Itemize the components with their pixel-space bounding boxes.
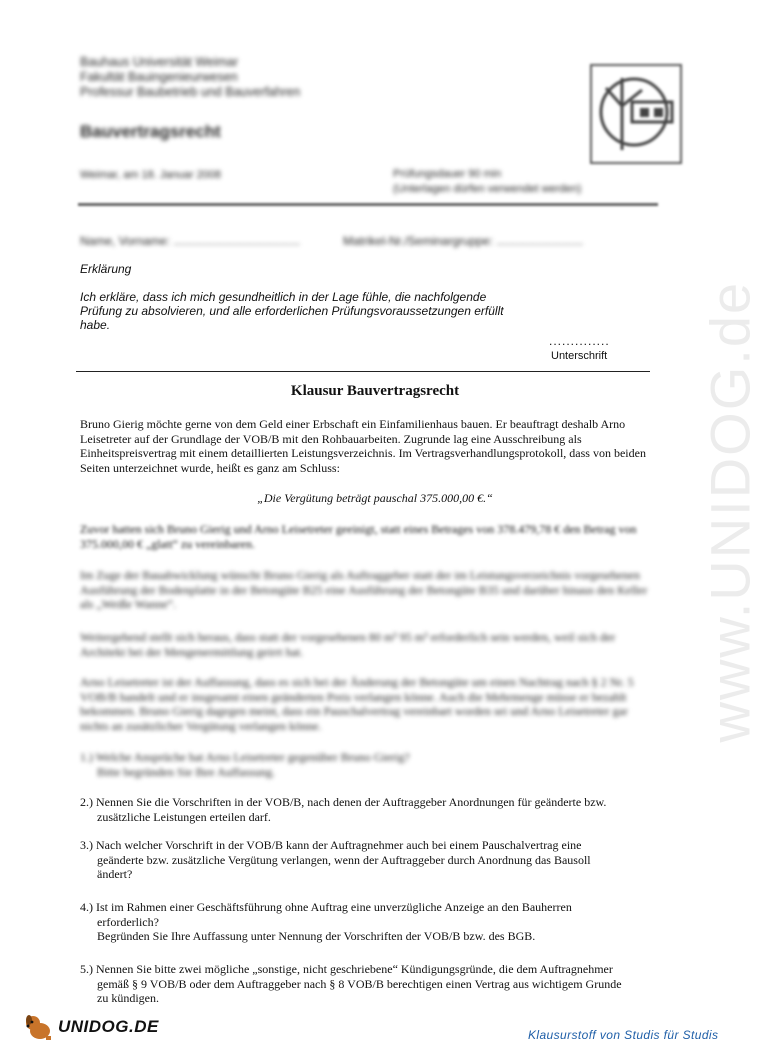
question-subtext: Bitte begründen Sie Ihre Auffassung. xyxy=(97,764,276,779)
unidog-logo[interactable] xyxy=(24,1012,159,1042)
header-divider xyxy=(78,203,658,206)
header-institution xyxy=(80,55,300,100)
paragraph-weitergehend: Weitergehend stellt sich heraus, dass statt der vorgesehenen 80 m³ 95 m³ erforderlich sein werden, weil sich der Architekt bei der Mengenermittlung geirrt hat. xyxy=(80,630,616,659)
declaration-heading: Erklärung xyxy=(80,262,132,276)
university-logo xyxy=(590,64,682,164)
question-text: 4.) Ist im Rahmen einer Geschäftsführung ohne Auftrag eine unverzügliche Anzeige an den Bauherren xyxy=(80,900,572,914)
question-text: 2.) Nennen Sie die Vorschriften in der VOB/B, nach denen der Auftraggeber Anordnungen für geänderte bzw. xyxy=(80,795,607,809)
question-subtext: ändert? xyxy=(97,867,133,881)
question-4 xyxy=(80,900,652,944)
duration-line: (Unterlagen dürfen verwendet werden) xyxy=(393,183,582,195)
question-5 xyxy=(80,962,652,1006)
institution-line: Fakultät Bauingenieurwesen xyxy=(80,70,238,84)
institution-line: Professur Baubetrieb und Bauverfahren xyxy=(80,85,301,99)
header-date: Weimar, am 18. Januar 2008 xyxy=(80,169,222,181)
paragraph-leisetreter: Arno Leisetreter ist der Auffassung, dass es sich bei der Änderung der Betongüte um einen Nachtrag nach § 2 Nr. 5 VOB/B handelt und er insgesamt einen geänderten Preis verlangen könne. Auch die Mehrmenge müsse er bezahlt bekommen. Bruno Gierig dagegen meint, dass ein Pauschalvertrag vereinbart worden sei und Arno Leisetreter gar nichts an zusätzlicher Vergütung verlangen könne. xyxy=(80,675,634,733)
exam-title: Klausur Bauvertragsrecht xyxy=(290,383,460,399)
header-title: Bauvertragsrecht xyxy=(80,122,221,141)
declaration-divider xyxy=(76,371,650,372)
question-subtext: zusätzliche Leistungen erteilen darf. xyxy=(97,809,271,824)
contract-quote: „Die Vergütung beträgt pauschal 375.000,00 €.“ xyxy=(257,491,493,505)
paragraph-bauabwicklung: Im Zuge der Bauabwicklung wünscht Bruno Gierig als Auftraggeber statt der im Leistungsverzeichnis vorgesehenen Ausführung der Bodenplatte in der Betongüte B25 eine Ausführung der Betongüte B35 und darüber hinaus den Keller als „Weiße Wanne“. xyxy=(80,568,648,611)
university-logo-icon xyxy=(592,66,680,162)
question-subtext: erforderlich? xyxy=(97,914,159,929)
question-text: 3.) Nach welcher Vorschrift in der VOB/B kann der Auftragnehmer auch bei einem Pauschalvertrag eine xyxy=(80,838,582,852)
question-3 xyxy=(80,838,652,882)
question-1 xyxy=(80,750,652,779)
signature-label: Unterschrift xyxy=(551,350,608,362)
header-duration xyxy=(393,167,581,197)
signature-dots: .............. xyxy=(549,334,610,348)
name-field-label: Name, Vorname: ...................................... xyxy=(80,234,301,248)
question-text: 1.) Welche Ansprüche hat Arno Leisetreter gegenüber Bruno Gierig? xyxy=(80,750,410,764)
question-text: 5.) Nennen Sie bitte zwei mögliche „sonstige, nicht geschriebene“ Kündigungsgründe, die dem Auftragnehmer xyxy=(80,962,613,976)
duration-line: Prüfungsdauer 90 min xyxy=(393,168,502,180)
question-subtext: Begründen Sie Ihre Auffassung unter Nennung der Vorschriften der VOB/B bzw. des BGB. xyxy=(97,929,536,943)
question-subtext: geänderte bzw. zusätzliche Vergütung verlangen, wenn der Auftraggeber durch Anordnung das Bausoll xyxy=(97,852,591,867)
question-2 xyxy=(80,795,652,824)
matrikel-field-label: Matrikel-Nr./Seminargruppe: .......................... xyxy=(343,234,584,248)
watermark: www.UNIDOG.de xyxy=(698,280,762,743)
dog-icon xyxy=(24,1012,54,1042)
intro-paragraph: Bruno Gierig möchte gerne von dem Geld einer Erbschaft ein Einfamilienhaus bauen. Er beauftragt deshalb Arno Leisetreter auf der Grundlage der VOB/B mit den Rohbauarbeiten. Zugrunde lag eine Ausschreibung als Einheitspreisvertrag mit einem detaillierten Leistungsverzeichnis. Im Vertragsverhandlungsprotokoll, dass von beiden Seiten unterzeichnet wurde, heißt es ganz am Schluss: xyxy=(80,417,646,475)
question-subtext: gemäß § 9 VOB/B oder dem Auftraggeber nach § 8 VOB/B berechtigen einen Vertrag aus wichtigem Grunde xyxy=(97,976,622,991)
institution-line: Bauhaus Universität Weimar xyxy=(80,55,239,69)
declaration-text: Ich erkläre, dass ich mich gesundheitlich in der Lage fühle, die nachfolgende Prüfung zu absolvieren, und alle erforderlichen Prüfungsvoraussetzungen erfüllt habe. xyxy=(80,290,504,332)
question-subtext: zu kündigen. xyxy=(97,991,159,1005)
paragraph-zuvor: Zuvor hatten sich Bruno Gierig und Arno Leisetreter geeinigt, statt eines Betrages von 378.479,78 € den Betrag von 375.000,00 € „glatt“ zu vereinbaren. xyxy=(80,522,637,551)
footer-tagline: Klausurstoff von Studis für Studis xyxy=(528,1028,719,1042)
logo-text: UNIDOG.DE xyxy=(58,1017,159,1036)
